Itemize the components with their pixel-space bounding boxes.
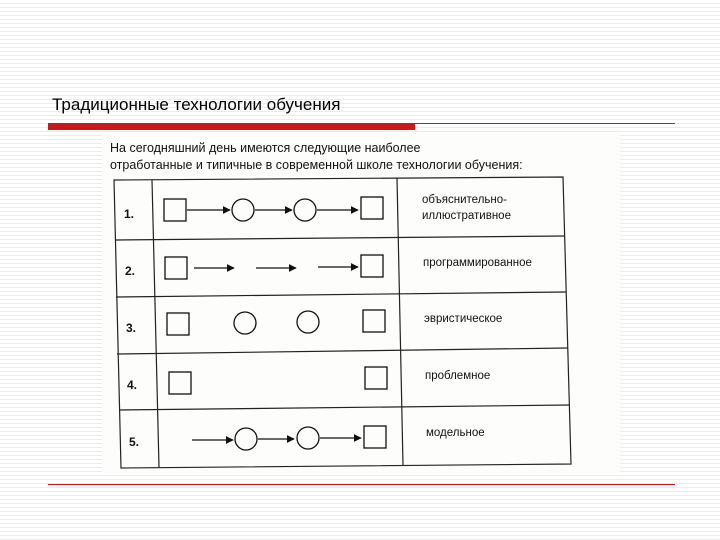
row-1-name-line-1: объяснительно- (422, 194, 507, 206)
row-5-number: 5. (129, 435, 140, 449)
footer-rule (48, 484, 675, 485)
circle-icon (232, 199, 254, 221)
row-3-diagram (167, 310, 385, 335)
row-2-name: программированное (423, 257, 532, 269)
box-icon (361, 197, 383, 219)
row-1-number: 1. (124, 207, 135, 221)
box-icon (165, 257, 187, 279)
row-4-number: 4. (127, 378, 138, 392)
row-1-name-line-2: иллюстративное (422, 210, 511, 222)
box-icon (167, 313, 189, 335)
circle-icon (234, 312, 256, 334)
row-5-diagram (192, 426, 386, 450)
row-4-name: проблемное (425, 370, 491, 382)
intro-line-1: На сегодняшний день имеются следующие наиболее (110, 141, 421, 155)
circle-icon (235, 428, 257, 450)
row-3-number: 3. (126, 321, 137, 335)
row-4-diagram (169, 367, 387, 394)
row-2-diagram (165, 255, 383, 279)
circle-icon (297, 311, 319, 333)
row-1-diagram (164, 197, 383, 221)
box-icon (164, 199, 186, 221)
box-icon (361, 255, 383, 277)
box-icon (365, 367, 387, 389)
row-2-number: 2. (125, 264, 136, 278)
circle-icon (297, 427, 319, 449)
row-5-name: модельное (426, 427, 485, 439)
intro-line-2: отработанные и типичные в современной школе технологии обучения: (110, 158, 523, 172)
box-icon (364, 426, 386, 448)
box-icon (169, 372, 191, 394)
circle-icon (294, 199, 316, 221)
slide-title: Традиционные технологии обучения (52, 95, 341, 114)
row-3-name: эвристическое (424, 313, 503, 325)
box-icon (363, 310, 385, 332)
